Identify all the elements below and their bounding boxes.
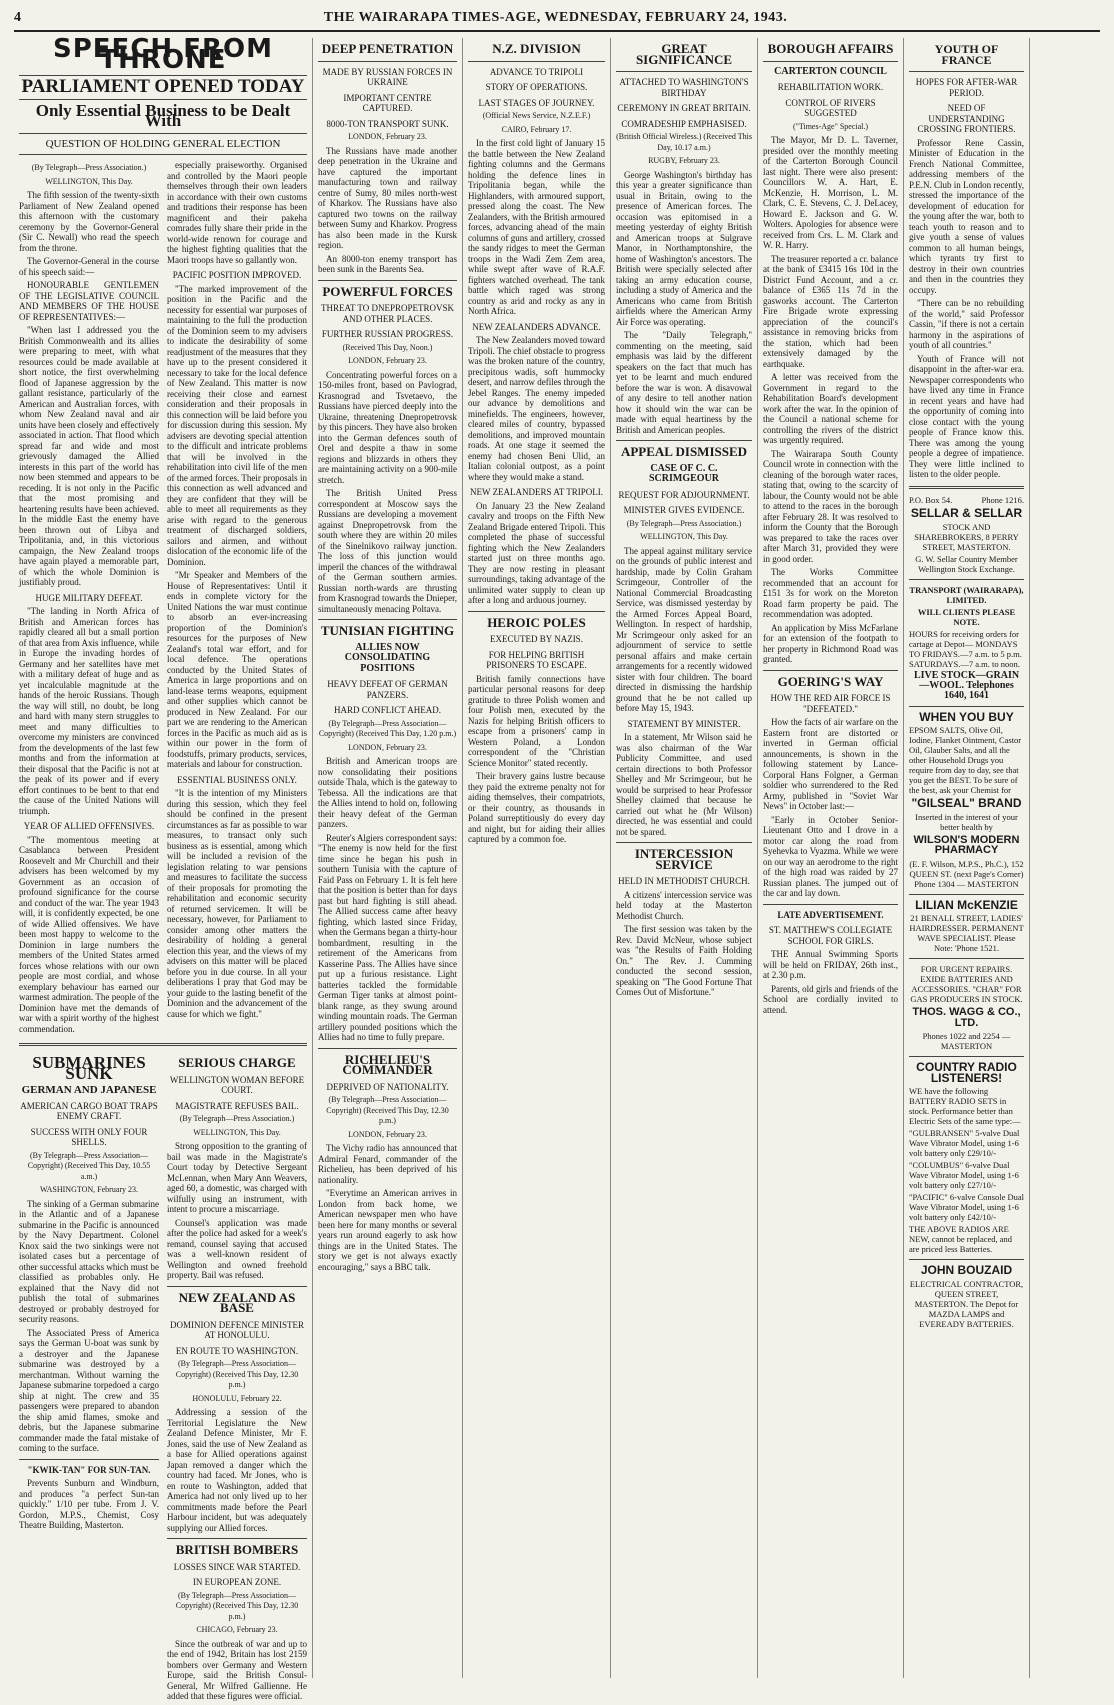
bombers-dateline: CHICAGO, February 23. [196, 1625, 278, 1634]
base-para: Addressing a session of the Territorial Legislature the New Zealand Defence Minister, Mr F. Jones, said the use of New Zealand as a base for Allied operations against Japan removed a danger which the country had faced. Mr Jones, who is en route to Washington, added that America had not only lived up to her commitments made before the Pearl Harbour incident, but was adequately supplying our Allied forces. [167, 1407, 307, 1533]
nz-subhead: NEW ZEALANDERS AT TRIPOLI. [469, 487, 603, 497]
buy-body: EPSOM SALTS, Olive Oil, Iodine, Flanket Ointment, Castor Oil, Glauber Salts, and all the other Household Drugs you require from day to day, see that you get the BEST. To be sure of the best, ask your Chemist for [909, 725, 1022, 795]
borough-para: The Works Committee recommended that an account for £151 3s for work on the Moreton Road farm property be paid. The recommendation was adopted. [763, 567, 898, 619]
sellar-member: G. W. Sellar Country Member Wellington Stock Exchange. [915, 553, 1018, 574]
charge-byline: (By Telegraph—Press Association.) [179, 1114, 295, 1123]
speech-para: especially praiseworthy. Organised and controlled by the Maori people themselves through their own leaders in accordance with their own customs and traditions their response has been magnificent and their pakeha comrades fully share their pride in the world-wide renown for courage and the highest fighting qualities that the Maori troops have so gallantly won. [167, 160, 307, 265]
nz-deck-3: LAST STAGES OF JOURNEY. [478, 97, 595, 108]
richelieu-para: "Everytime an American arrives in London from back home, we American newspaper men who have been here for many months or several years run around eagerly to ask how things are in the United States. The story we get is not always exactly encouraging," says a BBC talk. [318, 1188, 457, 1272]
bombers-byline: (By Telegraph—Press Association—Copyright) (Received This Day, 12.30 p.m.) [175, 1590, 299, 1621]
appeal-byline: (By Telegraph—Press Association.) [626, 518, 742, 528]
charge-para: Counsel's application was made after the police had asked for a week's remand, counsel saying that accused was a well-known resident of Wellington and owned freehold property. Bail was refused. [167, 1217, 307, 1280]
goering-para: How the facts of air warfare on the Eastern front are distorted or inverted in German official announcements, is shown in the following statement by Lance-Corporal Hans Folgner, a German soldier who surrendered to the Red Army, published in "Soviet War News" in October last:— [763, 717, 898, 811]
nz-deck-1: ADVANCE TO TRIPOLI [489, 66, 584, 77]
great-deck-2: CEREMONY IN GREAT BRITAIN. [617, 103, 751, 113]
powerful-dateline: LONDON, February 23. [348, 356, 427, 365]
sellar-phone: Phone 1216. [981, 494, 1024, 505]
base-headline: NEW ZEALAND AS BASE [178, 1289, 296, 1315]
subs-byline: (By Telegraph—Press Association—Copyright) (Received This Day, 10.55 a.m.) [27, 1150, 151, 1181]
charge-para: Strong opposition to the granting of bail was made in the Magistrate's Court today by Detective Sergeant McLennan, when Mary Ann Weavers, aged 60, a domestic, was charged with wilfully using an instrument, with intent to procure a miscarriage. [167, 1141, 307, 1214]
great-byline: (British Official Wireless.) (Received This Day, 10.17 a.m.) [616, 132, 752, 152]
borough-para: An application by Miss McFarlane for an extension of the footpath to her property in Richmond Road was granted. [763, 622, 898, 664]
speech-dateline: WELLINGTON, This Day. [45, 176, 133, 186]
speech-para: "When last I addressed you the British Commonwealth and its allies were preparing to meet, with what resources could be made available at short notice, the first overwhelming flood of Japanese aggression by the gallant resistance, particularly of the American and Australian forces, with whom New Zealand naval and air units have been closely and effectively associated in action. That flood which spread far and wide and most grievously damaged the Allied interests in this part of the world has now been stemmed and appears to be receding. It is not only in the Pacific that the most promising and heartening results have been achieved. In the middle East the enemy have been thrown out of Libya and Tripolitania, and, in this victorious campaign, the New Zealand troops have again played a memorable part, of which the whole Dominion is justifiably proud. [19, 325, 159, 587]
goering-deck-1: HOW THE RED AIR FORCE IS "DEFEATED." [770, 693, 891, 714]
appeal-deck-2: REQUEST FOR ADJOURNMENT. [618, 489, 750, 500]
appeal-deck-1: CASE OF C. C. SCRIMGEOUR [648, 462, 719, 484]
richelieu-dateline: LONDON, February 23. [348, 1129, 427, 1139]
appeal-para: In a statement, Mr Wilson said he was also chairman of the War Publicity Committee, and used certain directions to both Professor Shelley and Mr Scrimgeour, but he would be surprised to hear Professor Shelley claimed that because he carried out what he (Mr Wilson) directed, he was essential and could not be spared. [616, 732, 752, 837]
tunisia-headline: TUNISIAN FIGHTING [320, 623, 455, 638]
france-para: Youth of France will not disappoint in the after-war era. Newspaper correspondents who have lived any time in France in recent years and have had the opportunity of coming into close contact with the young people of France know this. There was among the young people a degree of impatience. They were little inclined to listen to the older people. [909, 353, 1024, 479]
subs-para: The sinking of a German submarine in the Atlantic and of a Japanese submarine in the Pacific is announced by the Navy Department. Colonel Knox said the two sinkings were not isolated cases but a percentage of other successful attacks which must be classified as probables only. He explained that the Navy did not publish the total of submarines destroyed or probably destroyed for security reasons. [19, 1198, 159, 1324]
appeal-para: The appeal against military service on the grounds of public interest and hardship, made by Colin Graham Scrimgeour, Controller of the National Commercial Broadcasting Service, was dismissed yesterday by the Armed Forces Appeal Board, Wellington. In respect of hardship, Mr Scrimgeour only asked for an adjournment of service to settle personal affairs and make certain arrangements for a recently widowed sister with four children. The board directed in dismissing the hardship ground that he be not called up before May 15, 1943. [616, 545, 752, 713]
appeal-headline: APPEAL DISMISSED [620, 444, 748, 459]
appeal-subhead: STATEMENT BY MINISTER. [627, 718, 741, 729]
wagg-name: THOS. WAGG & CO., LTD. [912, 1006, 1021, 1029]
appeal-dateline: WELLINGTON, This Day. [640, 532, 728, 541]
speech-subhead: PACIFIC POSITION IMPROVED. [172, 270, 302, 280]
tunisia-para: Reuter's Algiers correspondent says: "The enemy is now held for the first time since he began his push in southern Tunisia with the capture of Faid Pass on February 1. It is felt here that the position is better than for days past but hard fighting is still ahead. The Allied success came after heavy fighting, which lasted since Friday, when the Germans began a thirty-hour bombardment, resulting in the retirement of the Americans from Kasserine Pass. The Allies have since put up a furious resistance. Light batteries tackled the formidable German Tiger tanks at almost point-blank range, as they swung around winding mountain roads. The German artillery pounded positions which the Allies had no time to fully prepare. [318, 832, 457, 1042]
borough-deck-1: CARTERTON COUNCIL [774, 65, 887, 77]
late-ad-para: Parents, old girls and friends of the School are cordially invited to attend. [763, 983, 898, 1015]
nz-para: The New Zealanders moved toward Tripoli. The chief obstacle to progress was the broken nature of the country, precipitous wadis, soft hummocky desert, and narrow defiles through the Jebel Ranges. The enemy impeded our advance by demolitions and minefields. The engineers, however, cleared miles of country, bypassed demolitions, and improved mountain roads. At one stage it seemed the enemy had chosen Beni Ulid, an Italian colonial outpost, as a point where they would make a stand. [468, 335, 605, 482]
speech-subhead: HUGE MILITARY DEFEAT. [35, 592, 143, 603]
charge-deck-1: WELLINGTON WOMAN BEFORE COURT. [169, 1074, 305, 1095]
columns [14, 34, 1100, 1701]
richelieu-byline: (By Telegraph—Press Association—Copyright) (Received This Day, 12.30 p.m.) [326, 1095, 449, 1125]
bombers-headline: BRITISH BOMBERS [175, 1542, 299, 1557]
powerful-deck-1: THREAT TO DNEPROPETROVSK AND OTHER PLACES. [320, 303, 455, 324]
bombers-deck-2: IN EUROPEAN ZONE. [192, 1577, 282, 1587]
speech-subhead: YEAR OF ALLIED OFFENSIVES. [23, 821, 155, 831]
tunisia-dateline: LONDON, February 23. [348, 742, 427, 752]
goering-headline: GOERING'S WAY [777, 673, 884, 689]
richelieu-headline: RICHELIEU'S COMMANDER [342, 1051, 433, 1077]
france-deck-1: HOPES FOR AFTER-WAR PERIOD. [915, 77, 1018, 98]
charge-headline: SERIOUS CHARGE [178, 1055, 296, 1070]
speech-deck-2: Only Essential Business to be Dealt With [35, 100, 291, 130]
intercession-para: The first session was taken by the Rev. David McNeur, whose subject was "the Results of Faith Holding On." The Rev. J. Cumming conducted the second session, speaking on "The Good Fortune That Comes Out of Misfortune." [616, 924, 752, 997]
borough-deck-2: REHABILITATION WORK. [777, 82, 884, 92]
subs-para: The Associated Press of America says the German U-boat was sunk by a destroyer and the Japanese submarine was destroyed by a merchantman. Without warning the Japanese submarine torpedoed a cargo ship at night. The crew and 35 passengers were prepared to abandon the ship amid flames, smoke and debris, but the Japanese submarine commander made the fatal mistake of coming to the surface. [19, 1327, 159, 1453]
great-headline: GREAT SIGNIFICANCE [635, 41, 733, 67]
speech-para: HONOURABLE GENTLEMEN OF THE LEGISLATIVE COUNCIL AND MEMBERS OF THE HOUSE OF REPRESENTATIVES:— [19, 280, 159, 322]
wilson-line: (E. F. Wilson, M.P.S., Ph.C.), 152 QUEEN ST. (next Page's Corner) Phone 1304 — MASTERTON [909, 858, 1024, 889]
transport-phones: LIVE STOCK—GRAIN—WOOL. Telephones 1640, 1641 [913, 669, 1020, 701]
base-deck-1: DOMINION DEFENCE MINISTER AT HONOLULU. [170, 1319, 304, 1340]
powerful-deck-2: FURTHER RUSSIAN PROGRESS. [321, 329, 454, 339]
column-nz-division [463, 38, 611, 1678]
deep-dateline: LONDON, February 23. [348, 132, 427, 141]
intercession-para: A citizens' intercession service was held today at the Masterton Methodist Church. [616, 889, 752, 921]
nz-dateline: CAIRO, February 17. [501, 124, 572, 134]
france-headline: YOUTH OF FRANCE [934, 42, 999, 67]
france-para: "There can be no rebuilding of the world," said Professor Cassin, "if there is not a certain harmony in the aspirations of youth of all countries." [909, 298, 1024, 350]
poles-para: British family connections have particular personal reasons for deep gratitude to three Polish women and four Polish men, executed by the Nazis for helping British officers to escape from a prisoners' camp in Western Poland, a London correspondent of the "Christian Science Monitor" stated recently. [468, 673, 605, 768]
lilian-name: LILIAN McKENZIE [915, 897, 1018, 912]
bouzaid-name: JOHN BOUZAID [920, 1263, 1013, 1277]
deep-deck-2: IMPORTANT CENTRE CAPTURED. [343, 92, 432, 113]
radio-body: WE have the following BATTERY RADIO SETS in stock. Performance better than Electric Sets of the same type:— [909, 1086, 1021, 1126]
great-para: George Washington's birthday has this year a greater significance than usual in Britain, owing to the presence of American forces. The occasion was epitomised in a meeting yesterday of eighty British and American troops at Sulgrave Manor, in Northamptonshire, the home of Washington's ancestors. The British were specially selected after taking an army education course, including a study of America and the Americans who came from British airfields where the American Army Air Force was operating. [616, 169, 752, 327]
speech-para: The Governor-General in the course of his speech said:— [19, 256, 159, 277]
richelieu-para: The Vichy radio has announced that Admiral Fenard, commander of the Richelieu, has been deprived of his nationality. [318, 1143, 457, 1185]
france-deck-2: NEED OF UNDERSTANDING CROSSING FRONTIERS. [917, 103, 1016, 134]
page-number: 4 [14, 10, 21, 25]
borough-deck-3: CONTROL OF RIVERS SUGGESTED [785, 97, 876, 118]
wagg-line: Phones 1022 and 2254 — MASTERTON [922, 1031, 1011, 1051]
column-russia [313, 38, 463, 1678]
speech-deck-1: PARLIAMENT OPENED TODAY [21, 76, 305, 97]
tunisia-deck-3: HARD CONFLICT AHEAD. [333, 705, 442, 715]
kwik-tan-body: Prevents Sunburn and Windburn, and produces "a perfect Sun-tan quickly." 1/10 per tube. From J. V. Gordon, M.P.S., Chemist, Cosy Theatre Building, Masterton. [19, 1478, 159, 1530]
nz-para: In the first cold light of January 15 the battle between the New Zealand fighting columns and the Germans holding the defence lines in Tripolitania began, while the Highlanders, with armoured support, pressed along the coast. The New Zealanders, with the British armoured forces, advancing ahead of the main columns of guns and artillery, crossed the sandy ridges to meet the German troops in the Wadi Zem Zem area, while swept after wave of R.A.F. fighters watched overhead. The tank battle which raged was strong country as arid and rocky as any in North Africa. [468, 138, 605, 316]
late-ad-label: LATE ADVERTISEMENT. [777, 909, 884, 920]
speech-para: "It is the intention of my Ministers during this session, which they feel should be confined in the present circumstances as far as possible to war measures, to transact only such business as is essential, among which will be included a revision of the legislation relating to war pensions and measures to facilitate the success of their proposals for promoting the rehabilitation and economic security of returned servicemen. It will be necessary, however, for Parliament to consider among other matters the desirability of holding a general election this year, and the views of my advisers on this matter will be placed before you in due course. In all your deliberations I pray that God may be your guide to the lasting benefit of the Dominion and the advancement of the cause for which we fight." [167, 788, 307, 1019]
subs-headline: SUBMARINES SUNK [32, 1053, 146, 1083]
late-ad-para: THE Annual Swimming Sports will be held on FRIDAY, 26th inst., at 2.30 p.m. [763, 949, 898, 980]
radio-item: "PACIFIC" 6-valve Console Dual Wave Vibrator Model, using 1-6 volt battery only £42/10/- [909, 1192, 1024, 1222]
borough-special: ("Times-Age" Special.) [792, 121, 869, 131]
speech-para: "The momentous meeting at Casablanca between President Roosevelt and Mr Churchill and their advisers has been welcomed by my Government as an occasion of profound significance for the course and conduct of the war. The year 1943 will, it is confidently expected, be one of wide Allied offensives. We have been most happy to welcome to the Dominion in large numbers the members of the United States armed forces whose relations with our own people are most cordial, and whose exemplary behaviour has earned our warmest admiration. The people of the Dominion have met the demands of war with a spirit worthy of the highest commendation. [19, 834, 159, 1034]
tunisia-para: British and American troops are now consolidating their positions outside Thala, which is the gateway to Tebessa. All the indications are that the Allies intend to hold on, following their heavy defeat of the German panzers. [318, 756, 457, 829]
masthead-title: THE WAIRARAPA TIMES-AGE, WEDNESDAY, FEBRUARY 24, 1943. [323, 10, 788, 25]
great-deck-1: ATTACHED TO WASHINGTON'S BIRTHDAY [619, 77, 749, 98]
radio-foot: THE ABOVE RADIOS ARE NEW, cannot be replaced, and are priced less Batteries. [909, 1224, 1013, 1254]
masthead [14, 10, 1100, 32]
tunisia-deck-1: ALLIES NOW CONSOLIDATING POSITIONS [344, 641, 431, 674]
radio-title: COUNTRY RADIO LISTENERS! [916, 1060, 1017, 1085]
richelieu-deck-1: DEPRIVED OF NATIONALITY. [326, 1081, 449, 1092]
borough-para: The Wairarapa South County Council wrote in connection with the cleaning of the borough water races, stating that, owing to the scarcity of labour, the County would not be able to attend to the races in the borough after February 28. It was resolved to inform the County that the Borough was prepared to take the races over after March 31, provided they were in good order. [763, 448, 898, 564]
great-deck-3: COMRADESHIP EMPHASISED. [621, 118, 747, 129]
bombers-para: Since the outbreak of war and up to the end of 1942, Britain has lost 2159 bombers over Germany and Western Europe, said the British Consul-General, Mr Wilfred Gallienne. He added that these figures were official. [167, 1638, 307, 1701]
charge-deck-2: MAGISTRATE REFUSES BAIL. [175, 1100, 299, 1111]
sellar-line: STOCK AND SHAREBROKERS, 8 PERRY STREET, MASTERTON. [914, 521, 1019, 552]
base-dateline: HONOLULU, February 22. [192, 1393, 282, 1403]
speech-para: "The marked improvement of the position in the Pacific and the necessity for essential war purposes of maintaining to the full the production of the Dominion seem to my advisers to indicate the desirability of some readjustment of the measures that they have up to the present considered it necessary to take for the local defence of New Zealand. This matter is now receiving their close and earnest consideration and their proposals in this connection will be laid before you for discussion during this session. My advisers are devoting special attention to the difficult and intricate problems that will be involved in the rehabilitation into civil life of the men of the armed forces. Their proposals in this connection as well advanced and they are confident that they will be able to meet all requirements as they arise with regard to the generous treatment of discharged soldiers, sailors and airmen, and without dislocation of the economic life of the Dominion. [167, 283, 307, 567]
deep-deck-3: 8000-TON TRANSPORT SUNK. [326, 118, 449, 129]
transport-hours: HOURS for receiving orders for cartage at Depot— MONDAYS TO FRIDAYS.—7 a.m. to 5 p.m. SATURDAYS.—7 a.m. to noon. [909, 628, 1022, 669]
radio-item: "COLUMBUS" 6-valve Dual Wave Vibrator Model, using 1-6 volt battery only £27/10/- [909, 1160, 1019, 1190]
deep-headline: DEEP PENETRATION [321, 41, 454, 56]
deep-para: An 8000-ton enemy transport has been sunk in the Barents Sea. [318, 253, 457, 274]
wilson-name: WILSON'S MODERN PHARMACY [913, 833, 1020, 856]
nz-deck-2: STORY OF OPERATIONS. [485, 82, 588, 92]
gilseal-brand: "GILSEAL" BRAND [911, 796, 1022, 810]
late-ad-school: ST. MATTHEW'S COLLEGIATE SCHOOL FOR GIRLS. [768, 925, 893, 946]
transport-notice: WILL CLIENTS PLEASE NOTE. [917, 606, 1016, 627]
gilseal-note: Inserted in the interest of your better health by [915, 811, 1018, 832]
nz-subhead: NEW ZEALANDERS ADVANCE. [472, 321, 601, 332]
intercession-deck-1: HELD IN METHODIST CHURCH. [618, 876, 750, 886]
kwik-tan-title: "KWIK-TAN" FOR SUN-TAN. [27, 1464, 151, 1475]
poles-deck-2: FOR HELPING BRITISH PRISONERS TO ESCAPE. [486, 649, 587, 670]
charge-dateline: WELLINGTON, This Day. [193, 1127, 281, 1137]
nz-headline: N.Z. DIVISION [492, 41, 581, 56]
intercession-headline: INTERCESSION SERVICE [634, 846, 734, 872]
sellar-name: SELLAR & SELLAR [910, 506, 1023, 520]
speech-para: "Mr Speaker and Members of the House of Representatives: Until it ends in complete victory for the United Nations the war must continue to absorb an ever-increasing proportion of the Dominion's resources for the purposes of New Zealand's total war effort, and for local defence. The operations conducted by the United States of America in large proportions and on land-lease terms weapons, equipment and other supplies which cannot be produced in New Zealand. For our part we are rendering to the American forces in the Pacific as much aid as is within our power in the form of foodstuffs, primary products, services, materials and labour for construction. [167, 570, 307, 769]
base-byline: (By Telegraph—Press Association—Copyright) (Received This Day, 12.30 p.m.) [175, 1359, 299, 1389]
bombers-deck-1: LOSSES SINCE WAR STARTED. [173, 1561, 301, 1572]
urgent-repairs: FOR URGENT REPAIRS. EXIDE BATTERIES AND ACCESSORIES. "CHAR" FOR GAS PRODUCERS IN STOCK. [910, 964, 1023, 1004]
speech-subhead: ESSENTIAL BUSINESS ONLY. [177, 774, 297, 785]
borough-para: The Mayor, Mr D. L. Taverner, presided over the monthly meeting of the Carterton Borough Council last night. There were also present: Councillors W. A. Hart, E. McKenzie, H. Morrison, L. M. Clark, C. E. Stevens, C. J. DeLacey, Howard E. Jackson and G. W. Wolters. Apologies for absence were received from Crs. L. M. Clark and W. R. Harry. [763, 135, 898, 250]
powerful-headline: POWERFUL FORCES [322, 283, 453, 299]
poles-headline: HEROIC POLES [487, 614, 586, 630]
powerful-received: (Received This Day, Noon.) [342, 342, 433, 352]
speech-para: The fifth session of the twenty-sixth Parliament of New Zealand opened this afternoon with the customary ceremony by the Governor-General (Sir C. Newall) who read the speech from the throne. [19, 190, 159, 253]
subs-deck-3: SUCCESS WITH ONLY FOUR SHELLS. [30, 1126, 148, 1147]
borough-para: The treasurer reported a cr. balance at the bank of £3415 16s 10d in the District Fund Account, and a cr. balance of £365 11s 7d in the gasworks account. The Carterton Fire Brigade wrote expressing appreciation of the council's assistance in removing bricks from the station, which had been extensively damaged by the earthquake. [763, 253, 898, 369]
base-deck-2: EN ROUTE TO WASHINGTON. [175, 1345, 299, 1356]
transport-name: TRANSPORT (WAIRARAPA), LIMITED. [909, 584, 1024, 605]
subs-deck-2: AMERICAN CARGO BOAT TRAPS ENEMY CRAFT. [20, 1100, 158, 1121]
nz-para: On January 23 the New Zealand cavalry and troops on the Fifth New Zealand Brigade entered Tripoli. This completed the phase of successful fighting which the New Zealanders started just on three months ago. They are now resting in pleasant surroundings, taking advantage of the unlimited water supply to clean up after a long and arduous journey. [468, 500, 605, 605]
speech-para: "The landing in North Africa of British and American forces has rapidly cleared all but a small portion of that area from Axis influence, while in Europe the invading hordes of Germany and her satellites have met with a military defeat of huge and as yet incalculable magnitude at the hands of the heroic Russians. Though the way will still, no doubt, be long and hard with many stern struggles to meet and many difficulties to overcome my ministers are convinced from the developments of the last few months and from the information at their disposal that the Pacific is not at the peak of its power and if every effort continues to be bent to that end the cause of the United Nations will triumph. [19, 606, 159, 816]
buy-title: WHEN YOU BUY [919, 709, 1014, 724]
deep-deck-1: MADE BY RUSSIAN FORCES IN UKRAINE [322, 66, 453, 87]
lilian-line: 21 BENALL STREET, LADIES' HAIRDRESSER. PERMANENT WAVE SPECIALIST. Please Note: 'Phone 1521. [909, 913, 1024, 953]
subs-deck-1: GERMAN AND JAPANESE [21, 1084, 157, 1096]
poles-deck-1: EXECUTED BY NAZIS. [490, 634, 583, 644]
appeal-deck-3: MINISTER GIVES EVIDENCE. [623, 505, 745, 515]
powerful-para: Concentrating powerful forces on a 150-miles front, based on Pavlograd, Krasnograd and Tsvetaevo, the Russians have pierced deeply into the Ukraine, threatening Dnepropetrovsk by this pincers. They have also broken into the German defences south of Orel and despite a thaw in some regions and blizzards in others they are maintaining activity on a 900-mile stretch. [318, 369, 457, 485]
tunisia-deck-2: HEAVY DEFEAT OF GERMAN PANZERS. [327, 679, 448, 700]
nz-byline: (Official News Service, N.Z.E.F.) [482, 111, 591, 120]
column-france-ads [904, 38, 1030, 1678]
great-dateline: RUGBY, February 23. [648, 156, 720, 165]
speech-byline: (By Telegraph—Press Association.) [31, 163, 147, 172]
speech-deck-3: QUESTION OF HOLDING GENERAL ELECTION [45, 137, 281, 150]
column-borough [758, 38, 904, 1678]
deep-para: The Russians have made another deep penetration in the Ukraine and have captured the important manufacturing town and railway centre of Sumy, 80 miles north-west of Kharkov. The Russians have also captured two towns on the railway between Sumy and Kharkov. Progress has also been made in the Kursk region. [318, 145, 457, 250]
sellar-pobox: P.O. Box 54. [909, 494, 953, 505]
speech-headline: SPEECH FROM THRONE [53, 34, 273, 75]
column-great-significance [611, 38, 758, 1678]
tunisia-byline: (By Telegraph—Press Association—Copyright) (Received This Day, 1.20 p.m.) [318, 718, 457, 738]
column-speech [14, 34, 313, 1701]
poles-para: Their bravery gains lustre because they paid the extreme penalty not for aiding themselves, their compatriots, or their country, as thousands in Poland surreptitiously do every day and night, but for aiding their allies captured by a common foe. [468, 771, 605, 844]
radio-item: "GULBRANSEN" 5-valve Dual Wave Vibrator Model, using 1-6 volt battery only £29/10/- [909, 1128, 1020, 1158]
powerful-para: The British United Press correspondent at Moscow says the Russians are developing a movement against Dnepropetrovsk from the south where they are within 20 miles of the Sinelnikovo railway junction. The loss of this junction would imperil the chances of the withdrawal of the German southern armies. Russian north-wards are thrusting from Krasnograd towards the Dnieper, simultaneously menacing Poltava. [318, 488, 457, 614]
bouzaid-line: ELECTRICAL CONTRACTOR, QUEEN STREET, MASTERTON. The Depot for MAZDA LAMPS and EVEREADY BATTERIES. [909, 1278, 1024, 1329]
france-para: Professor Rene Cassin, Minister of Education in the French National Committee, addressing members of the P.E.N. Club in London recently, stressed the importance of the development of education for the young after the war, both to teach youth to reason and to give youth a sense of values common to all human beings, which tyrants try first to destroy in their own countries and then in the countries they occupy. [909, 137, 1024, 295]
borough-para: A letter was received from the Government in regard to the Rehabilitation Board's development work after the war. In the opinion of the Council a national scheme for controlling the rivers of the district was urgently required. [763, 372, 898, 445]
goering-para: "Early in October Senior-Lieutenant Otto and I drove in a motor car along the road from Syehevka to Vyazma. While we were on our way an aerodrome to the right of the high road was raided by 27 Russian planes. The jumped out of the car and lay down. [763, 814, 898, 898]
borough-headline: BOROUGH AFFAIRS [767, 41, 894, 56]
great-para: The "Daily Telegraph," commenting on the meeting, said emphasis was laid by the different speakers on the fact that much has yet to be learnt and much endured before the war is won. A disavowal of any desire to tell another nation how it should win the war can be made with equal heartiness by the British and American peoples. [616, 330, 752, 435]
subs-dateline: WASHINGTON, February 23. [39, 1185, 139, 1194]
